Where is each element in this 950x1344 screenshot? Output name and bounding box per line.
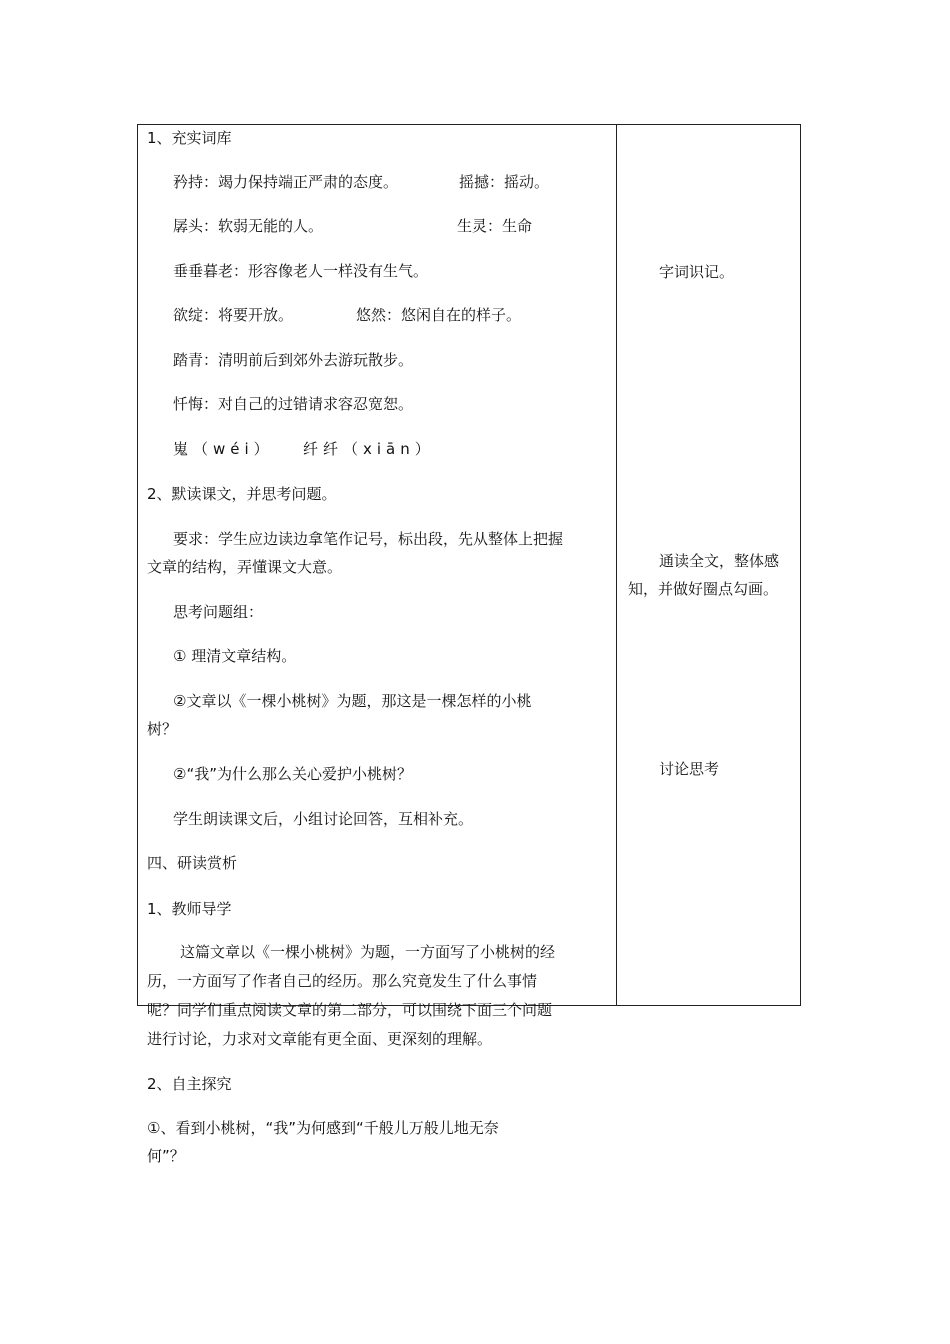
explore-question-line-2: 何”？	[147, 1147, 185, 1165]
student-activity: 学生朗读课文后，小组讨论回答，互相补充。	[173, 810, 474, 828]
question-2-line-1: ②文章以《一棵小桃树》为题，那这是一棵怎样的小桃	[173, 692, 532, 710]
requirement-line-1: 要求：学生应边读边拿笔作记号，标出段，先从整体上把握	[173, 530, 564, 548]
question-group-label: 思考问题组：	[173, 603, 264, 621]
guide-line-1: 这篇文章以《一棵小桃树》为题，一方面写了小桃树的经	[180, 943, 556, 961]
vocab-yuzhan: 欲绽：将要开放。	[173, 306, 294, 324]
requirement-line-2: 文章的结构，弄懂课文大意。	[147, 558, 343, 576]
section-heading-silent-reading: 2、默读课文，并思考问题。	[147, 485, 337, 503]
question-3: ②“我”为什么那么关心爱护小桃树？	[173, 765, 412, 783]
vocab-chuichuimulao: 垂垂暮老：形容像老人一样没有生气。	[173, 262, 429, 280]
vocab-yaohan: 摇撼：摇动。	[459, 173, 550, 191]
subheading-teacher-guide: 1、教师导学	[147, 900, 232, 918]
guide-line-3: 呢？同学们重点阅读文章的第二部分，可以围绕下面三个问题	[147, 1001, 553, 1019]
vocab-chantou: 孱头：软弱无能的人。	[173, 217, 324, 235]
question-1: ① 理清文章结构。	[173, 647, 297, 665]
subheading-self-study: 2、自主探究	[147, 1075, 232, 1093]
pinyin-xian: 纤纤（xiān）	[303, 440, 435, 458]
pinyin-wei: 嵬（wéi）	[173, 440, 274, 458]
guide-line-2: 历，一方面写了作者自己的经历。那么究竟发生了什么事情	[147, 972, 538, 990]
vocab-shengling: 生灵：生命	[457, 217, 533, 235]
guide-line-4: 进行讨论，力求对文章能有更全面、更深刻的理解。	[147, 1030, 493, 1048]
lesson-table	[137, 124, 801, 1165]
section-heading-study: 四、研读赏析	[147, 854, 238, 872]
vocab-jinchi: 矜持：竭力保持端正严肃的态度。	[173, 173, 399, 191]
note-reading-line-2: 知，并做好圈点勾画。	[628, 580, 779, 598]
vocab-chanhui: 忏悔：对自己的过错请求容忍宽恕。	[173, 395, 414, 413]
vocab-youran: 悠然：悠闲自在的样子。	[356, 306, 522, 324]
note-discussion: 讨论思考	[659, 760, 720, 778]
note-reading-line-1: 通读全文，整体感	[659, 552, 780, 570]
section-heading-vocabulary: 1、充实词库	[147, 129, 232, 147]
column-divider	[616, 125, 617, 1005]
question-2-line-2: 树？	[147, 720, 178, 738]
vocab-taqing: 踏青：清明前后到郊外去游玩散步。	[173, 351, 414, 369]
explore-question-line-1: ①、看到小桃树，“我”为何感到“千般儿万般儿地无奈	[147, 1119, 499, 1137]
note-vocabulary: 字词识记。	[659, 263, 735, 281]
